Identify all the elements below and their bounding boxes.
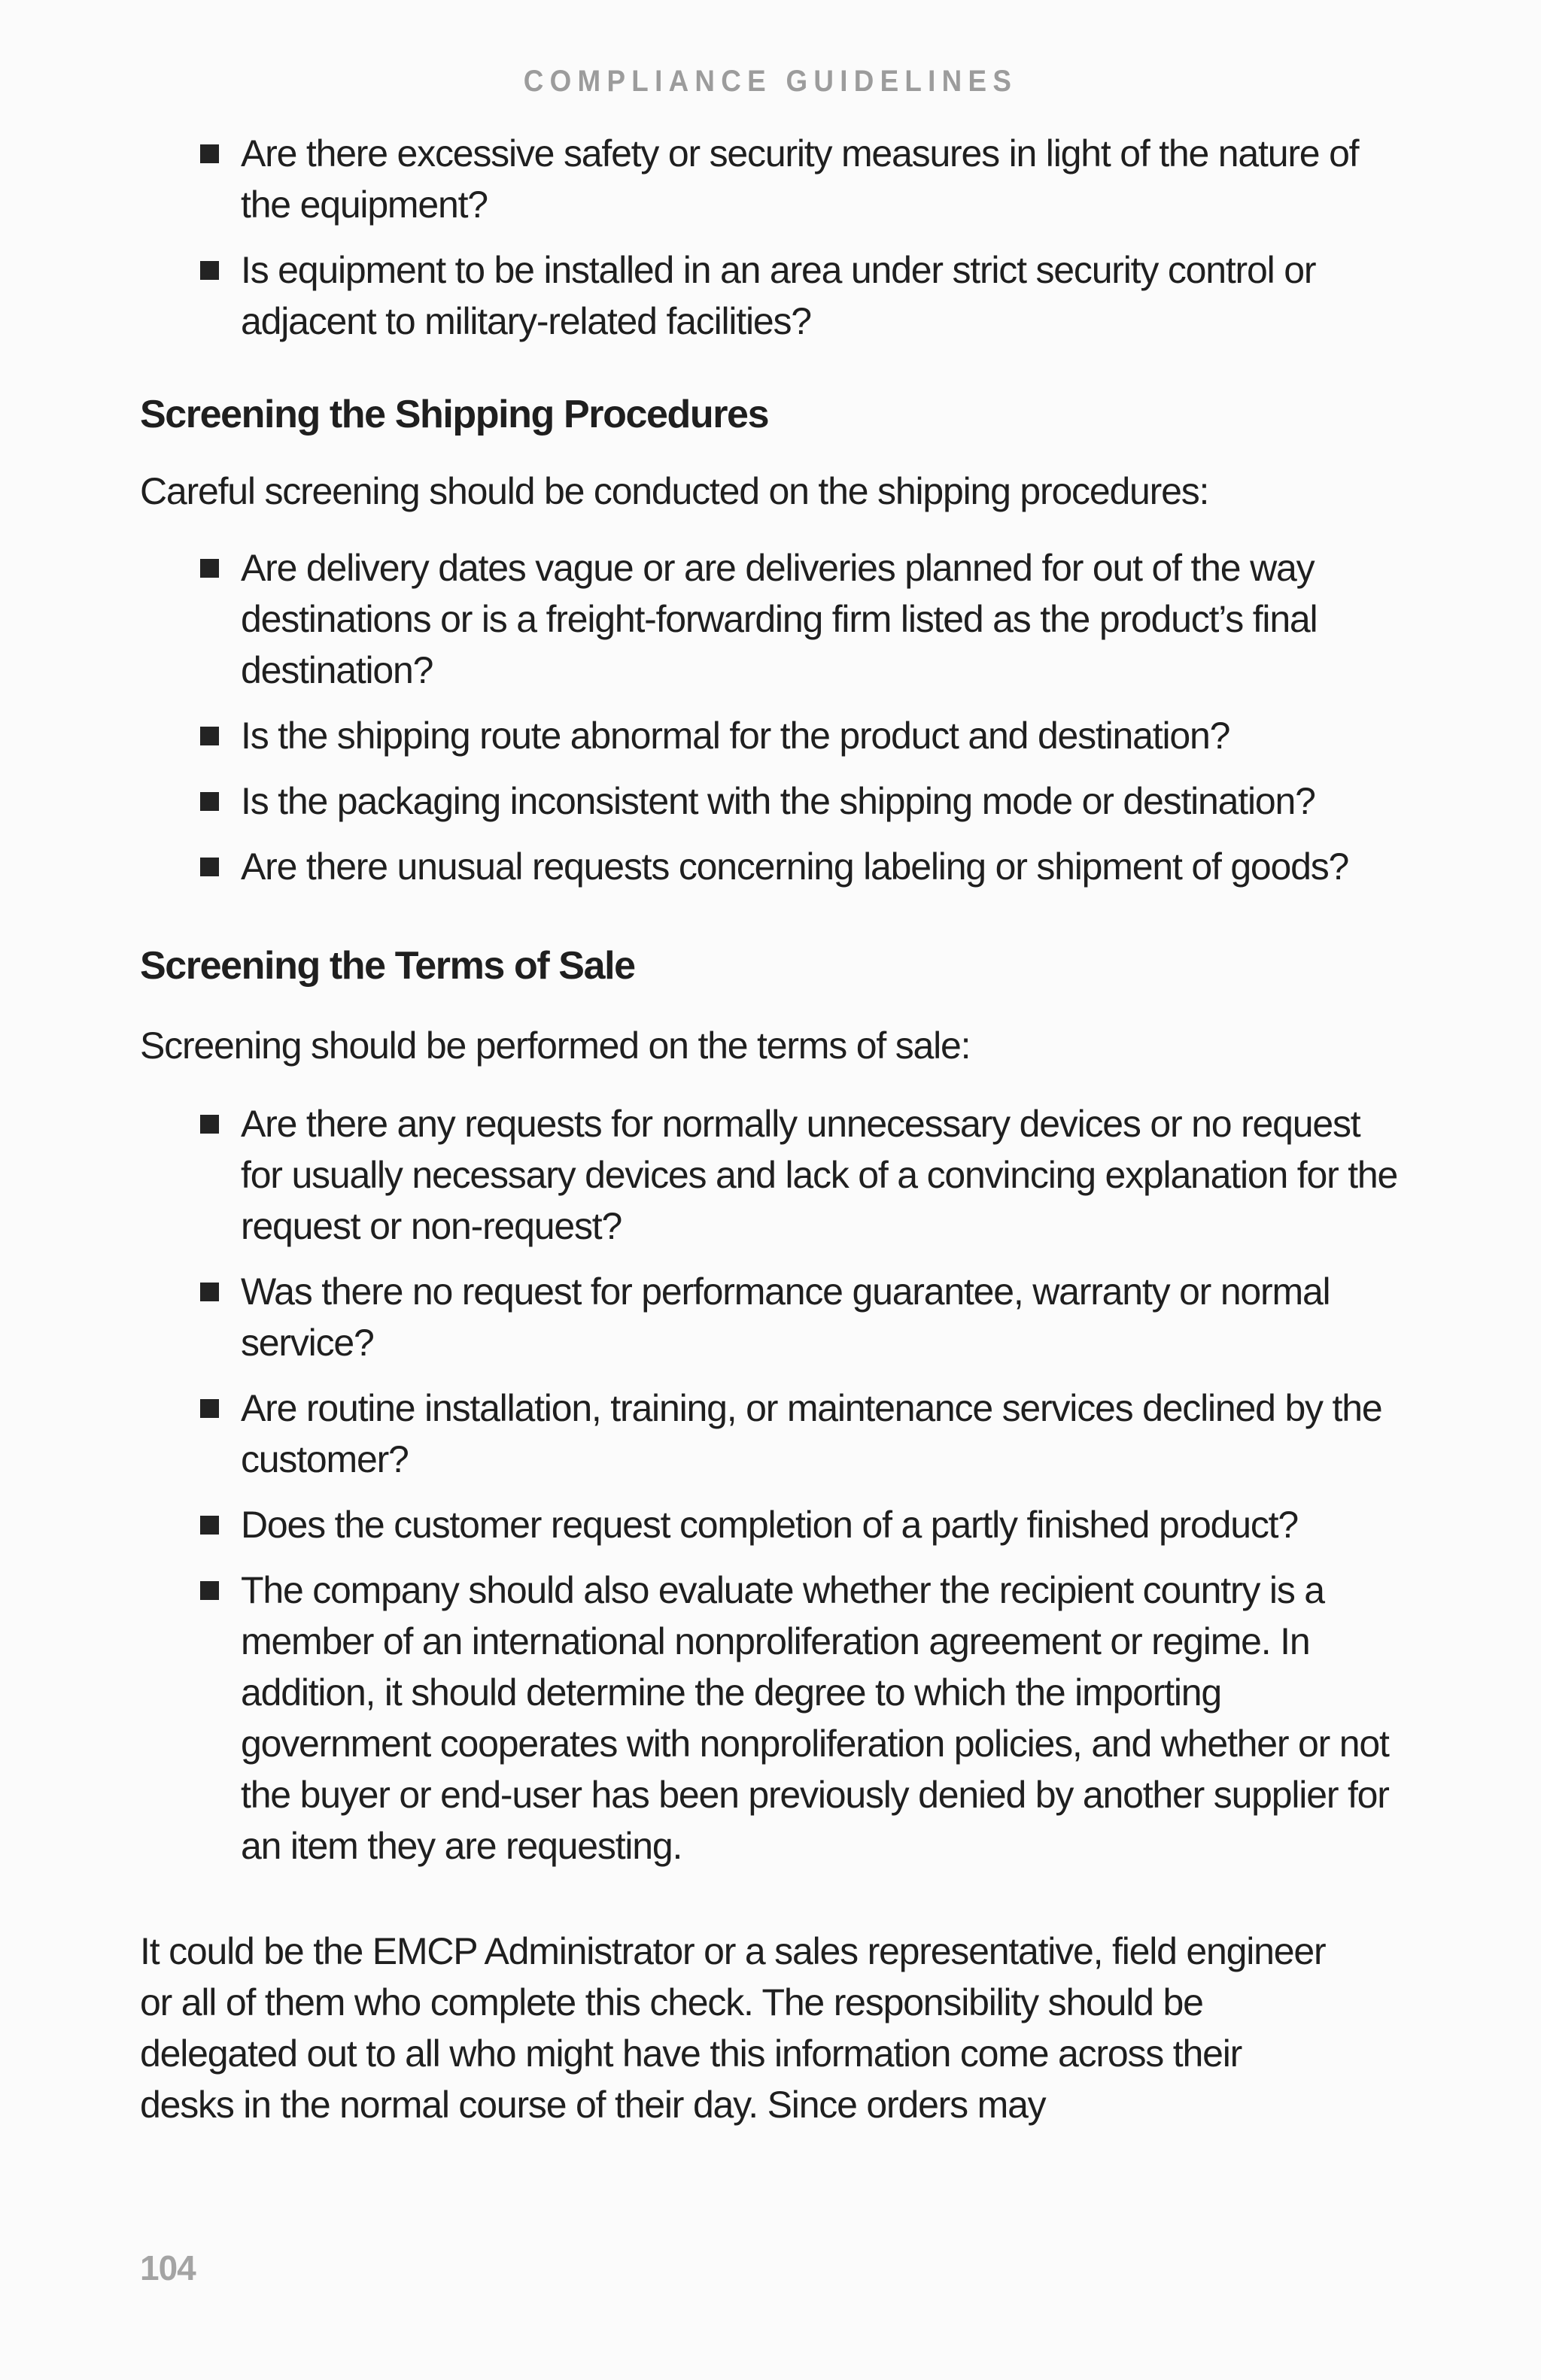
terms-bullet-list — [140, 1098, 1404, 1872]
list-item-text: Is the shipping route abnormal for the product and destination? — [241, 715, 1230, 757]
list-item-text: The company should also evaluate whether the recipient country is a member of an international nonproliferation agreement or regime. In addition, it should determine the degree to which the importing government cooperates with nonproliferation policies, and whether or not the buyer or end-user has been previously denied by another supplier for an item they are requesting. — [241, 1569, 1389, 1867]
top-bullet-list — [140, 128, 1404, 347]
square-bullet-icon — [200, 1516, 219, 1535]
list-item-text: Was there no request for performance guarantee, warranty or normal service? — [241, 1270, 1330, 1364]
square-bullet-icon — [200, 1283, 219, 1301]
square-bullet-icon — [200, 792, 219, 811]
list-item-text: Are there any requests for normally unnecessary devices or no request for usually necessary devices and lack of a convincing explanation for the request or non-request? — [241, 1103, 1398, 1247]
page-number: 104 — [140, 2248, 196, 2287]
section-heading-terms: Screening the Terms of Sale — [140, 944, 635, 988]
list-item-text: Are delivery dates vague or are deliveries planned for out of the way destinations or is a freight-forwarding firm listed as the product’s final destination? — [241, 547, 1318, 691]
list-item — [200, 1383, 1404, 1485]
running-head: COMPLIANCE GUIDELINES — [523, 65, 1018, 98]
square-bullet-icon — [200, 261, 219, 280]
list-item-text: Are there excessive safety or security measures in light of the nature of the equipment? — [241, 132, 1359, 226]
list-item — [200, 710, 1404, 761]
square-bullet-icon — [200, 858, 219, 876]
shipping-bullet-list — [140, 542, 1404, 892]
list-item-text: Are routine installation, training, or maintenance services declined by the customer? — [241, 1387, 1382, 1480]
square-bullet-icon — [200, 1115, 219, 1134]
square-bullet-icon — [200, 144, 219, 163]
list-item — [200, 542, 1404, 696]
section-intro-shipping: Careful screening should be conducted on the shipping procedures: — [140, 470, 1209, 512]
square-bullet-icon — [200, 559, 219, 578]
list-item-text: Does the customer request completion of a partly finished product? — [241, 1504, 1298, 1546]
list-item — [200, 244, 1404, 347]
list-item-text: Are there unusual requests concerning labeling or shipment of goods? — [241, 845, 1349, 888]
list-item — [200, 776, 1404, 827]
closing-paragraph: It could be the EMCP Administrator or a sales representative, field engineer or all of them who complete this check. The responsibility should be delegated out to all who might have this information come across their desks in the normal course of their day. Since orders may — [140, 1930, 1326, 2126]
list-item — [200, 1098, 1404, 1252]
square-bullet-icon — [200, 727, 219, 745]
list-item — [200, 841, 1404, 892]
list-item — [200, 1565, 1404, 1872]
list-item — [200, 1266, 1404, 1368]
list-item — [200, 1499, 1404, 1550]
page-content — [140, 128, 1404, 2130]
square-bullet-icon — [200, 1581, 219, 1600]
section-heading-shipping: Screening the Shipping Procedures — [140, 393, 769, 436]
list-item-text: Is the packaging inconsistent with the shipping mode or destination? — [241, 780, 1315, 822]
square-bullet-icon — [200, 1399, 219, 1418]
list-item-text: Is equipment to be installed in an area under strict security control or adjacent to military-related facilities? — [241, 249, 1316, 342]
section-intro-terms: Screening should be performed on the terms of sale: — [140, 1025, 971, 1067]
list-item — [200, 128, 1404, 230]
